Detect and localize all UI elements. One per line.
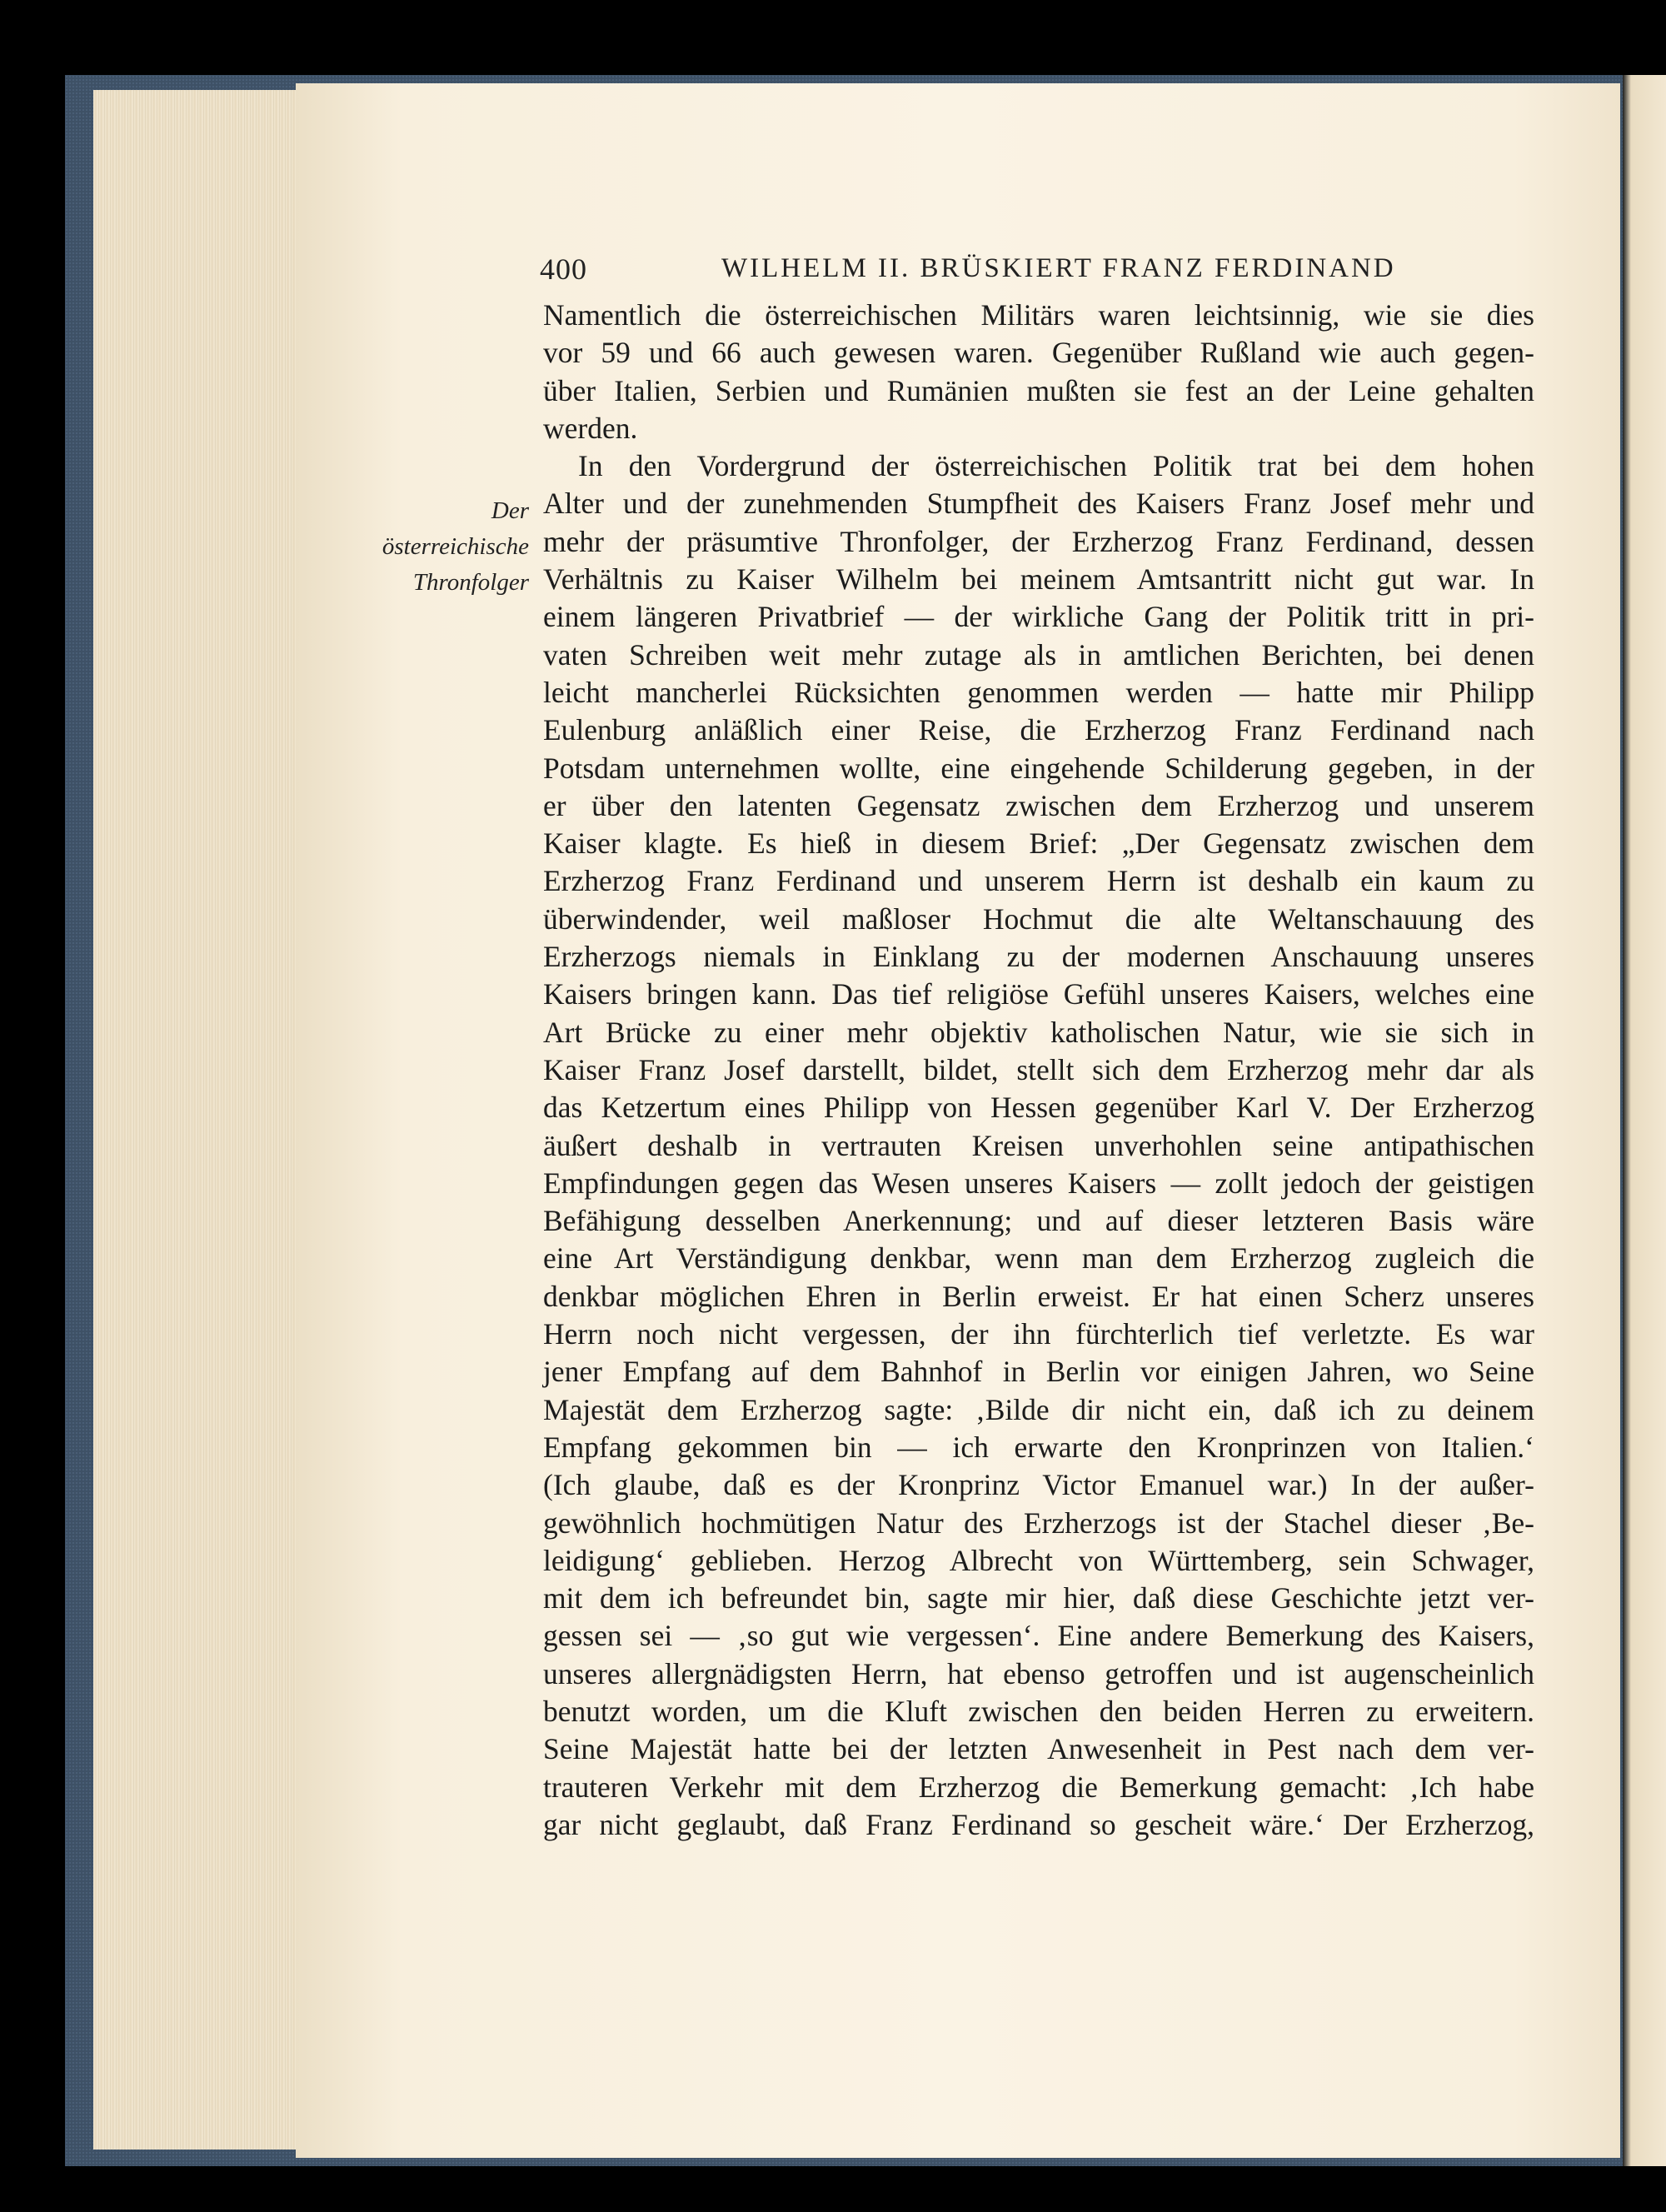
text-line: Kaiser Franz Josef darstellt, bildet, stellt sich dem Erzherzog mehr dar als (543, 1052, 1534, 1086)
page-number: 400 (540, 252, 587, 286)
text-line: Befähigung desselben Anerkennung; und auf dieser letzteren Basis wäre (543, 1204, 1534, 1238)
text-line: gar nicht geglaubt, daß Franz Ferdinand so gescheit wäre.‘ Der Erzherzog, (543, 1807, 1534, 1841)
text-line: leidigung‘ geblieben. Herzog Albrecht von Württemberg, sein Schwager, (543, 1543, 1534, 1577)
text-line: Majestät dem Erzherzog sagte: ‚Bilde dir nicht ein, daß ich zu deinem (543, 1392, 1534, 1426)
margin-note-line: Thronfolger (412, 569, 529, 596)
text-line: leicht mancherlei Rücksichten genommen werden — hatte mir Philipp (543, 675, 1534, 709)
page-edges (93, 90, 318, 2150)
text-line: mit dem ich befreundet bin, sagte mir hier, daß diese Geschichte jetzt ver- (543, 1581, 1534, 1615)
text-line: Art Brücke zu einer mehr objektiv katholischen Natur, wie sie sich in (543, 1015, 1534, 1049)
text-line: denkbar möglichen Ehren in Berlin erweist. Er hat einen Scherz unseres (543, 1279, 1534, 1313)
text-line: trauteren Verkehr mit dem Erzherzog die Bemerkung gemacht: ‚Ich habe (543, 1770, 1534, 1804)
text-line: Alter und der zunehmenden Stumpfheit des Kaisers Franz Josef mehr und (543, 487, 1534, 521)
body-text (543, 297, 1534, 1844)
text-line: äußert deshalb in vertrauten Kreisen unverhohlen seine antipathischen (543, 1128, 1534, 1162)
text-line: werden. (543, 411, 638, 445)
text-line: gessen sei — ‚so gut wie vergessen‘. Eine andere Bemerkung des Kaisers, (543, 1619, 1534, 1653)
margin-note-line: Der (491, 497, 529, 524)
running-head: WILHELM II. BRÜSKIERT FRANZ FERDINAND (721, 253, 1396, 283)
text-line: mehr der präsumtive Thronfolger, der Erzherzog Franz Ferdinand, dessen (543, 524, 1534, 558)
text-line: Erzherzogs niemals in Einklang zu der modernen Anschauung unseres (543, 940, 1534, 974)
text-line: Potsdam unternehmen wollte, eine eingehende Schilderung gegeben, in der (543, 751, 1534, 785)
text-line: Empfindungen gegen das Wesen unseres Kaisers — zollt jedoch der geistigen (543, 1166, 1534, 1200)
text-line: (Ich glaube, daß es der Kronprinz Victor Emanuel war.) In der außer- (543, 1468, 1534, 1502)
text-line: benutzt worden, um die Kluft zwischen den beiden Herren zu erweitern. (543, 1694, 1534, 1728)
text-line: Empfang gekommen bin — ich erwarte den Kronprinzen von Italien.‘ (543, 1430, 1534, 1464)
text-line: vor 59 und 66 auch gewesen waren. Gegenüber Rußland wie auch gegen- (543, 336, 1534, 370)
text-line: überwindender, weil maßloser Hochmut die alte Weltanschauung des (543, 901, 1534, 936)
text-line: Verhältnis zu Kaiser Wilhelm bei meinem Amtsantritt nicht gut war. In (543, 562, 1534, 597)
page-header (540, 252, 1539, 293)
text-line: das Ketzertum eines Philipp von Hessen gegenüber Karl V. Der Erzherzog (543, 1091, 1534, 1125)
facing-page-edge (1623, 75, 1666, 2166)
margin-note-line: österreichische (382, 533, 529, 560)
text-line: Kaiser klagte. Es hieß in diesem Brief: „Der Gegensatz zwischen dem (543, 826, 1534, 861)
text-line: über Italien, Serbien und Rumänien mußten sie fest an der Leine gehalten (543, 373, 1534, 407)
text-line: vaten Schreiben weit mehr zutage als in amtlichen Berichten, bei denen (543, 637, 1534, 672)
text-line: einem längeren Privatbrief — der wirkliche Gang der Politik tritt in pri- (543, 600, 1534, 634)
text-line: unseres allergnädigsten Herrn, hat ebenso getroffen und ist augenscheinlich (543, 1656, 1534, 1690)
text-line: Kaisers bringen kann. Das tief religiöse Gefühl unseres Kaisers, welches eine (543, 977, 1534, 1011)
margin-note (342, 493, 529, 601)
text-line: Erzherzog Franz Ferdinand und unserem Herrn ist deshalb ein kaum zu (543, 864, 1534, 898)
text-line: Seine Majestät hatte bei der letzten Anwesenheit in Pest nach dem ver- (543, 1732, 1534, 1766)
text-line: Eulenburg anläßlich einer Reise, die Erzherzog Franz Ferdinand nach (543, 713, 1534, 747)
text-line: eine Art Verständigung denkbar, wenn man dem Erzherzog zugleich die (543, 1241, 1534, 1276)
text-line: Namentlich die österreichischen Militärs waren leichtsinnig, wie sie dies (543, 298, 1534, 332)
text-line: gewöhnlich hochmütigen Natur des Erzherzogs ist der Stachel dieser ‚Be- (543, 1505, 1534, 1540)
text-line: In den Vordergrund der österreichischen Politik trat bei dem hohen (578, 449, 1534, 483)
text-line: jener Empfang auf dem Bahnhof in Berlin vor einigen Jahren, wo Seine (543, 1355, 1534, 1389)
text-line: Herrn noch nicht vergessen, der ihn fürchterlich tief verletzte. Es war (543, 1317, 1534, 1351)
text-line: er über den latenten Gegensatz zwischen dem Erzherzog und unserem (543, 788, 1534, 822)
